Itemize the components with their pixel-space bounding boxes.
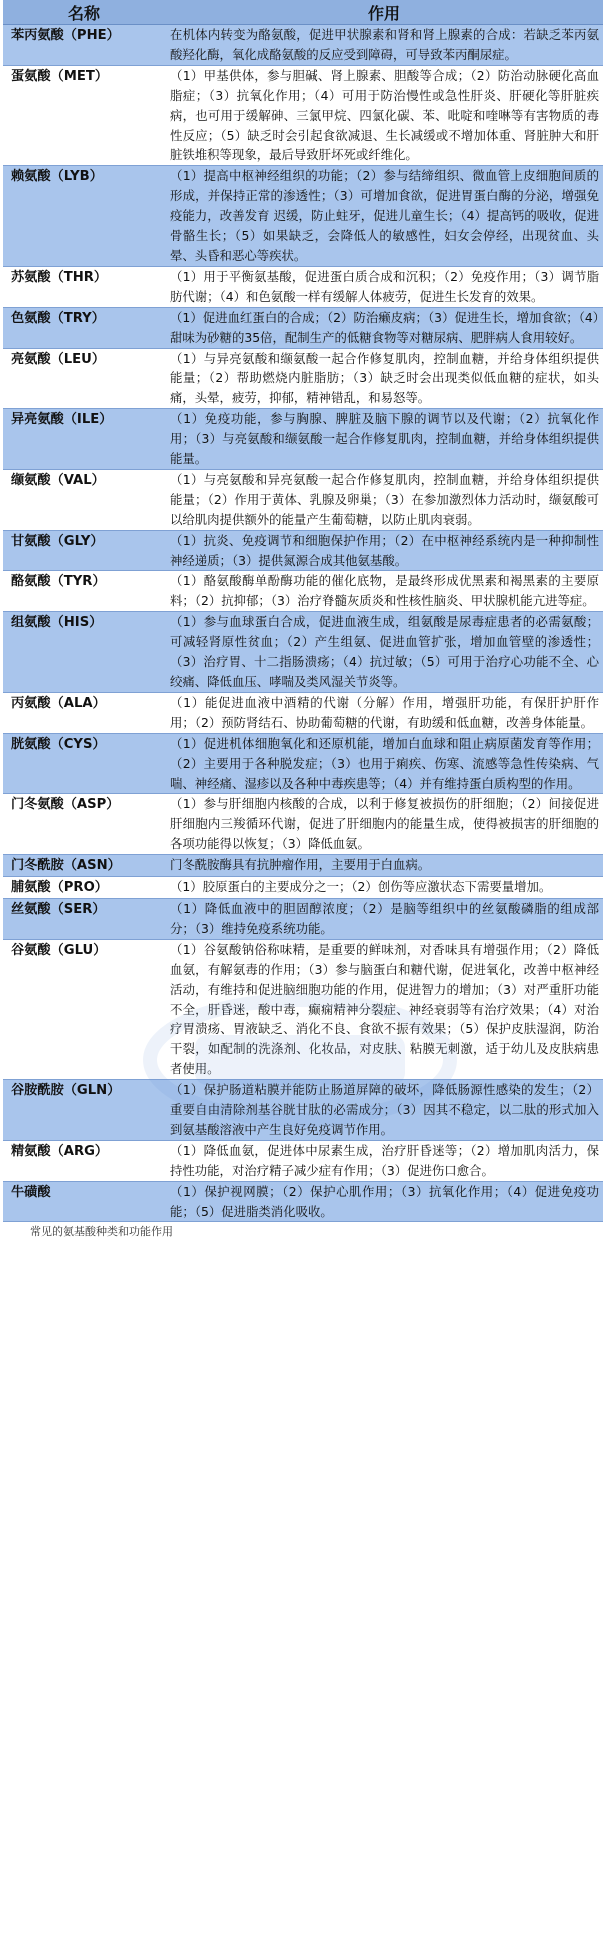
- table-row: [3, 898, 603, 939]
- amino-acid-function: （1）降低血氨，促进体中尿素生成，治疗肝昏迷等；（2）增加肌肉活力，保持性功能，对治疗精子减少症有作用；（3）促进伤口愈合。: [165, 1140, 603, 1181]
- amino-acid-function: （1）保护肠道粘膜并能防止肠道屏障的破坏，降低肠源性感染的发生；（2）重要自由清除剂基谷胱甘肽的必需成分；（3）因其不稳定，以二肽的形式加入到氨基酸溶液中产生良好免疫调节作用。: [165, 1080, 603, 1141]
- header-name: 名称: [3, 0, 165, 25]
- table-row: [3, 794, 603, 855]
- amino-acid-function: （1）促进血红蛋白的合成；（2）防治癞皮病；（3）促进生长，增加食欲；（4）甜味为砂糖的35倍，配制生产的低糖食物等对糖尿病、肥胖病人食用较好。: [165, 307, 603, 348]
- table-row: [3, 409, 603, 470]
- amino-acid-function: （1）促进机体细胞氧化和还原机能，增加白血球和阻止病原菌发育等作用；（2）主要用于各种脱发症；（3）也用于痢疾、伤寒、流感等急性传染病、气喘、神经痛、湿疹以及各种中毒疾患等；（4）并有维持蛋白质构型的作用。: [165, 733, 603, 794]
- amino-acid-table: [3, 0, 603, 1222]
- amino-acid-name: 胱氨酸（CYS）: [3, 733, 165, 794]
- table-row: [3, 266, 603, 307]
- table-row: [3, 348, 603, 409]
- amino-acid-function: （1）酪氨酸酶单酚酶功能的催化底物，是最终形成优黑素和褐黑素的主要原料；（2）抗抑郁；（3）治疗脊髓灰质炎和性核性脑炎、甲状腺机能亢进等症。: [165, 571, 603, 612]
- amino-acid-function: （1）与亮氨酸和异亮氨酸一起合作修复肌肉，控制血糖，并给身体组织提供能量；（2）作用于黄体、乳腺及卵巢；（3）在参加激烈体力活动时，缬氨酸可以给肌肉提供额外的能量产生葡萄糖，以防止肌肉衰弱。: [165, 469, 603, 530]
- table-row: [3, 855, 603, 877]
- amino-acid-function: 在机体内转变为酪氨酸，促进甲状腺素和肾和肾上腺素的合成：若缺乏苯丙氨酸羟化酶，氧化成酪氨酸的反应受到障碍，可导致苯丙酮尿症。: [165, 25, 603, 66]
- amino-acid-name: 丝氨酸（SER）: [3, 898, 165, 939]
- amino-acid-function: （1）用于平衡氨基酸，促进蛋白质合成和沉积；（2）免疫作用；（3）调节脂肪代谢；（4）和色氨酸一样有缓解人体疲劳，促进生长发育的效果。: [165, 266, 603, 307]
- amino-acid-function: （1）抗炎、免疫调节和细胞保护作用；（2）在中枢神经系统内是一种抑制性神经递质；（3）提供氮源合成其他氨基酸。: [165, 530, 603, 571]
- amino-acid-name: 谷胺酰胺（GLN）: [3, 1080, 165, 1141]
- amino-acid-name: 酪氨酸（TYR）: [3, 571, 165, 612]
- amino-acid-function: （1）降低血液中的胆固醇浓度；（2）是脑等组织中的丝氨酸磷脂的组成部分；（3）维持免疫系统功能。: [165, 898, 603, 939]
- table-row: [3, 166, 603, 267]
- table-row: [3, 307, 603, 348]
- amino-acid-name: 谷氨酸（GLU）: [3, 939, 165, 1079]
- amino-acid-function: （1）甲基供体，参与胆碱、肾上腺素、胆酸等合成；（2）防治动脉硬化高血脂症；（3）抗氧化作用；（4）可用于防治慢性或急性肝炎、肝硬化等肝脏疾病，也可用于缓解砷、三氯甲烷、四氯化碳、苯、吡啶和喹啉等有害物质的毒性反应；（5）缺乏时会引起食欲减退、生长减缓或不增加体重、肾脏肿大和肝脏铁堆积等现象，最后导致肝坏死或纤维化。: [165, 65, 603, 166]
- amino-acid-name: 亮氨酸（LEU）: [3, 348, 165, 409]
- table-row: [3, 65, 603, 166]
- amino-acid-function: （1）谷氨酸钠俗称味精，是重要的鲜味剂，对香味具有增强作用；（2）降低血氨，有解氨毒的作用；（3）参与脑蛋白和糖代谢，促进氧化，改善中枢神经活动，有维持和促进脑细胞功能的作用，促进智力的增加；（3）对严重肝功能不全，肝昏迷，酸中毒，癫痫精神分裂症、神经衰弱等有治疗效果；（4）对治疗胃溃疡、胃液缺乏、消化不良、食欲不振有效果；（5）保护皮肤湿润，防治干裂，如配制的洗涤剂、化妆品，对皮肤、粘膜无刺激，适于幼儿及皮肤病患者使用。: [165, 939, 603, 1079]
- table-footnote: 常见的氨基酸种类和功能作用: [30, 1225, 173, 1239]
- header-function: 作用: [165, 0, 603, 25]
- table-row: [3, 1181, 603, 1222]
- amino-acid-function: （1）能促进血液中酒精的代谢（分解）作用，增强肝功能，有保肝护肝作用；（2）预防肾结石、协助葡萄糖的代谢，有助缓和低血糖，改善身体能量。: [165, 692, 603, 733]
- amino-acid-name: 脯氨酸（PRO）: [3, 877, 165, 899]
- table-row: [3, 877, 603, 899]
- table-row: [3, 469, 603, 530]
- amino-acid-name: 色氨酸（TRY）: [3, 307, 165, 348]
- amino-acid-name: 丙氨酸（ALA）: [3, 692, 165, 733]
- amino-acid-name: 赖氨酸（LYB）: [3, 166, 165, 267]
- table-row: [3, 939, 603, 1079]
- amino-acid-name: 蛋氨酸（MET）: [3, 65, 165, 166]
- amino-acid-name: 精氨酸（ARG）: [3, 1140, 165, 1181]
- amino-acid-function: （1）与异亮氨酸和缬氨酸一起合作修复肌肉，控制血糖，并给身体组织提供能量；（2）帮助燃烧内脏脂肪；（3）缺乏时会出现类似低血糖的症状，如头痛，头晕，疲劳，抑郁，精神错乱，和易怒等。: [165, 348, 603, 409]
- amino-acid-function: （1）保护视网膜；（2）保护心肌作用；（3）抗氧化作用；（4）促进免疫功能；（5）促进脂类消化吸收。: [165, 1181, 603, 1222]
- amino-acid-name: 苏氨酸（THR）: [3, 266, 165, 307]
- amino-acid-name: 甘氨酸（GLY）: [3, 530, 165, 571]
- amino-acid-function: 门冬酰胺酶具有抗肿瘤作用，主要用于白血病。: [165, 855, 603, 877]
- amino-acid-name: 缬氨酸（VAL）: [3, 469, 165, 530]
- table-row: [3, 530, 603, 571]
- amino-acid-name: 异亮氨酸（ILE）: [3, 409, 165, 470]
- table-body: [3, 25, 603, 1222]
- amino-acid-name: 苯丙氨酸（PHE）: [3, 25, 165, 66]
- table-header-row: [3, 0, 603, 25]
- amino-acid-function: （1）胶原蛋白的主要成分之一；（2）创伤等应激状态下需要量增加。: [165, 877, 603, 899]
- table-row: [3, 733, 603, 794]
- table-row: [3, 571, 603, 612]
- amino-acid-function: （1）免疫功能，参与胸腺、脾脏及脑下腺的调节以及代谢；（2）抗氧化作用；（3）与亮氨酸和缬氨酸一起合作修复肌肉，控制血糖，并给身体组织提供能量。: [165, 409, 603, 470]
- amino-acid-function: （1）参与肝细胞内核酸的合成，以利于修复被损伤的肝细胞；（2）间接促进肝细胞内三羧循环代谢，促进了肝细胞内的能量生成，使得被损害的肝细胞的各项功能得以恢复；（3）降低血氨。: [165, 794, 603, 855]
- table-row: [3, 692, 603, 733]
- amino-acid-function: （1）参与血球蛋白合成，促进血液生成，组氨酸是尿毒症患者的必需氨酸；可减轻肾原性贫血；（2）产生组氨、促进血管扩张，增加血管壁的渗透性；（3）治疗胃、十二指肠溃疡；（4）抗过敏；（5）可用于治疗心功能不全、心绞痛、降低血压、哮喘及类风湿关节炎等。: [165, 612, 603, 693]
- table-row: [3, 612, 603, 693]
- amino-acid-name: 门冬酰胺（ASN）: [3, 855, 165, 877]
- table-row: [3, 1140, 603, 1181]
- table-row: [3, 25, 603, 66]
- amino-acid-name: 牛磺酸: [3, 1181, 165, 1222]
- amino-acid-function: （1）提高中枢神经组织的功能；（2）参与结缔组织、微血管上皮细胞间质的形成，并保持正常的渗透性；（3）可增加食欲，促进胃蛋白酶的分泌，增强免疫能力，改善发育 迟缓，防止蛀牙，促进儿童生长；（4）提高钙的吸收，促进骨骼生长；（5）如果缺乏，会降低人的敏感性，妇女会停经，出现贫血、头晕、头昏和恶心等疾状。: [165, 166, 603, 267]
- amino-acid-name: 门冬氨酸（ASP）: [3, 794, 165, 855]
- amino-acid-name: 组氨酸（HIS）: [3, 612, 165, 693]
- table-row: [3, 1080, 603, 1141]
